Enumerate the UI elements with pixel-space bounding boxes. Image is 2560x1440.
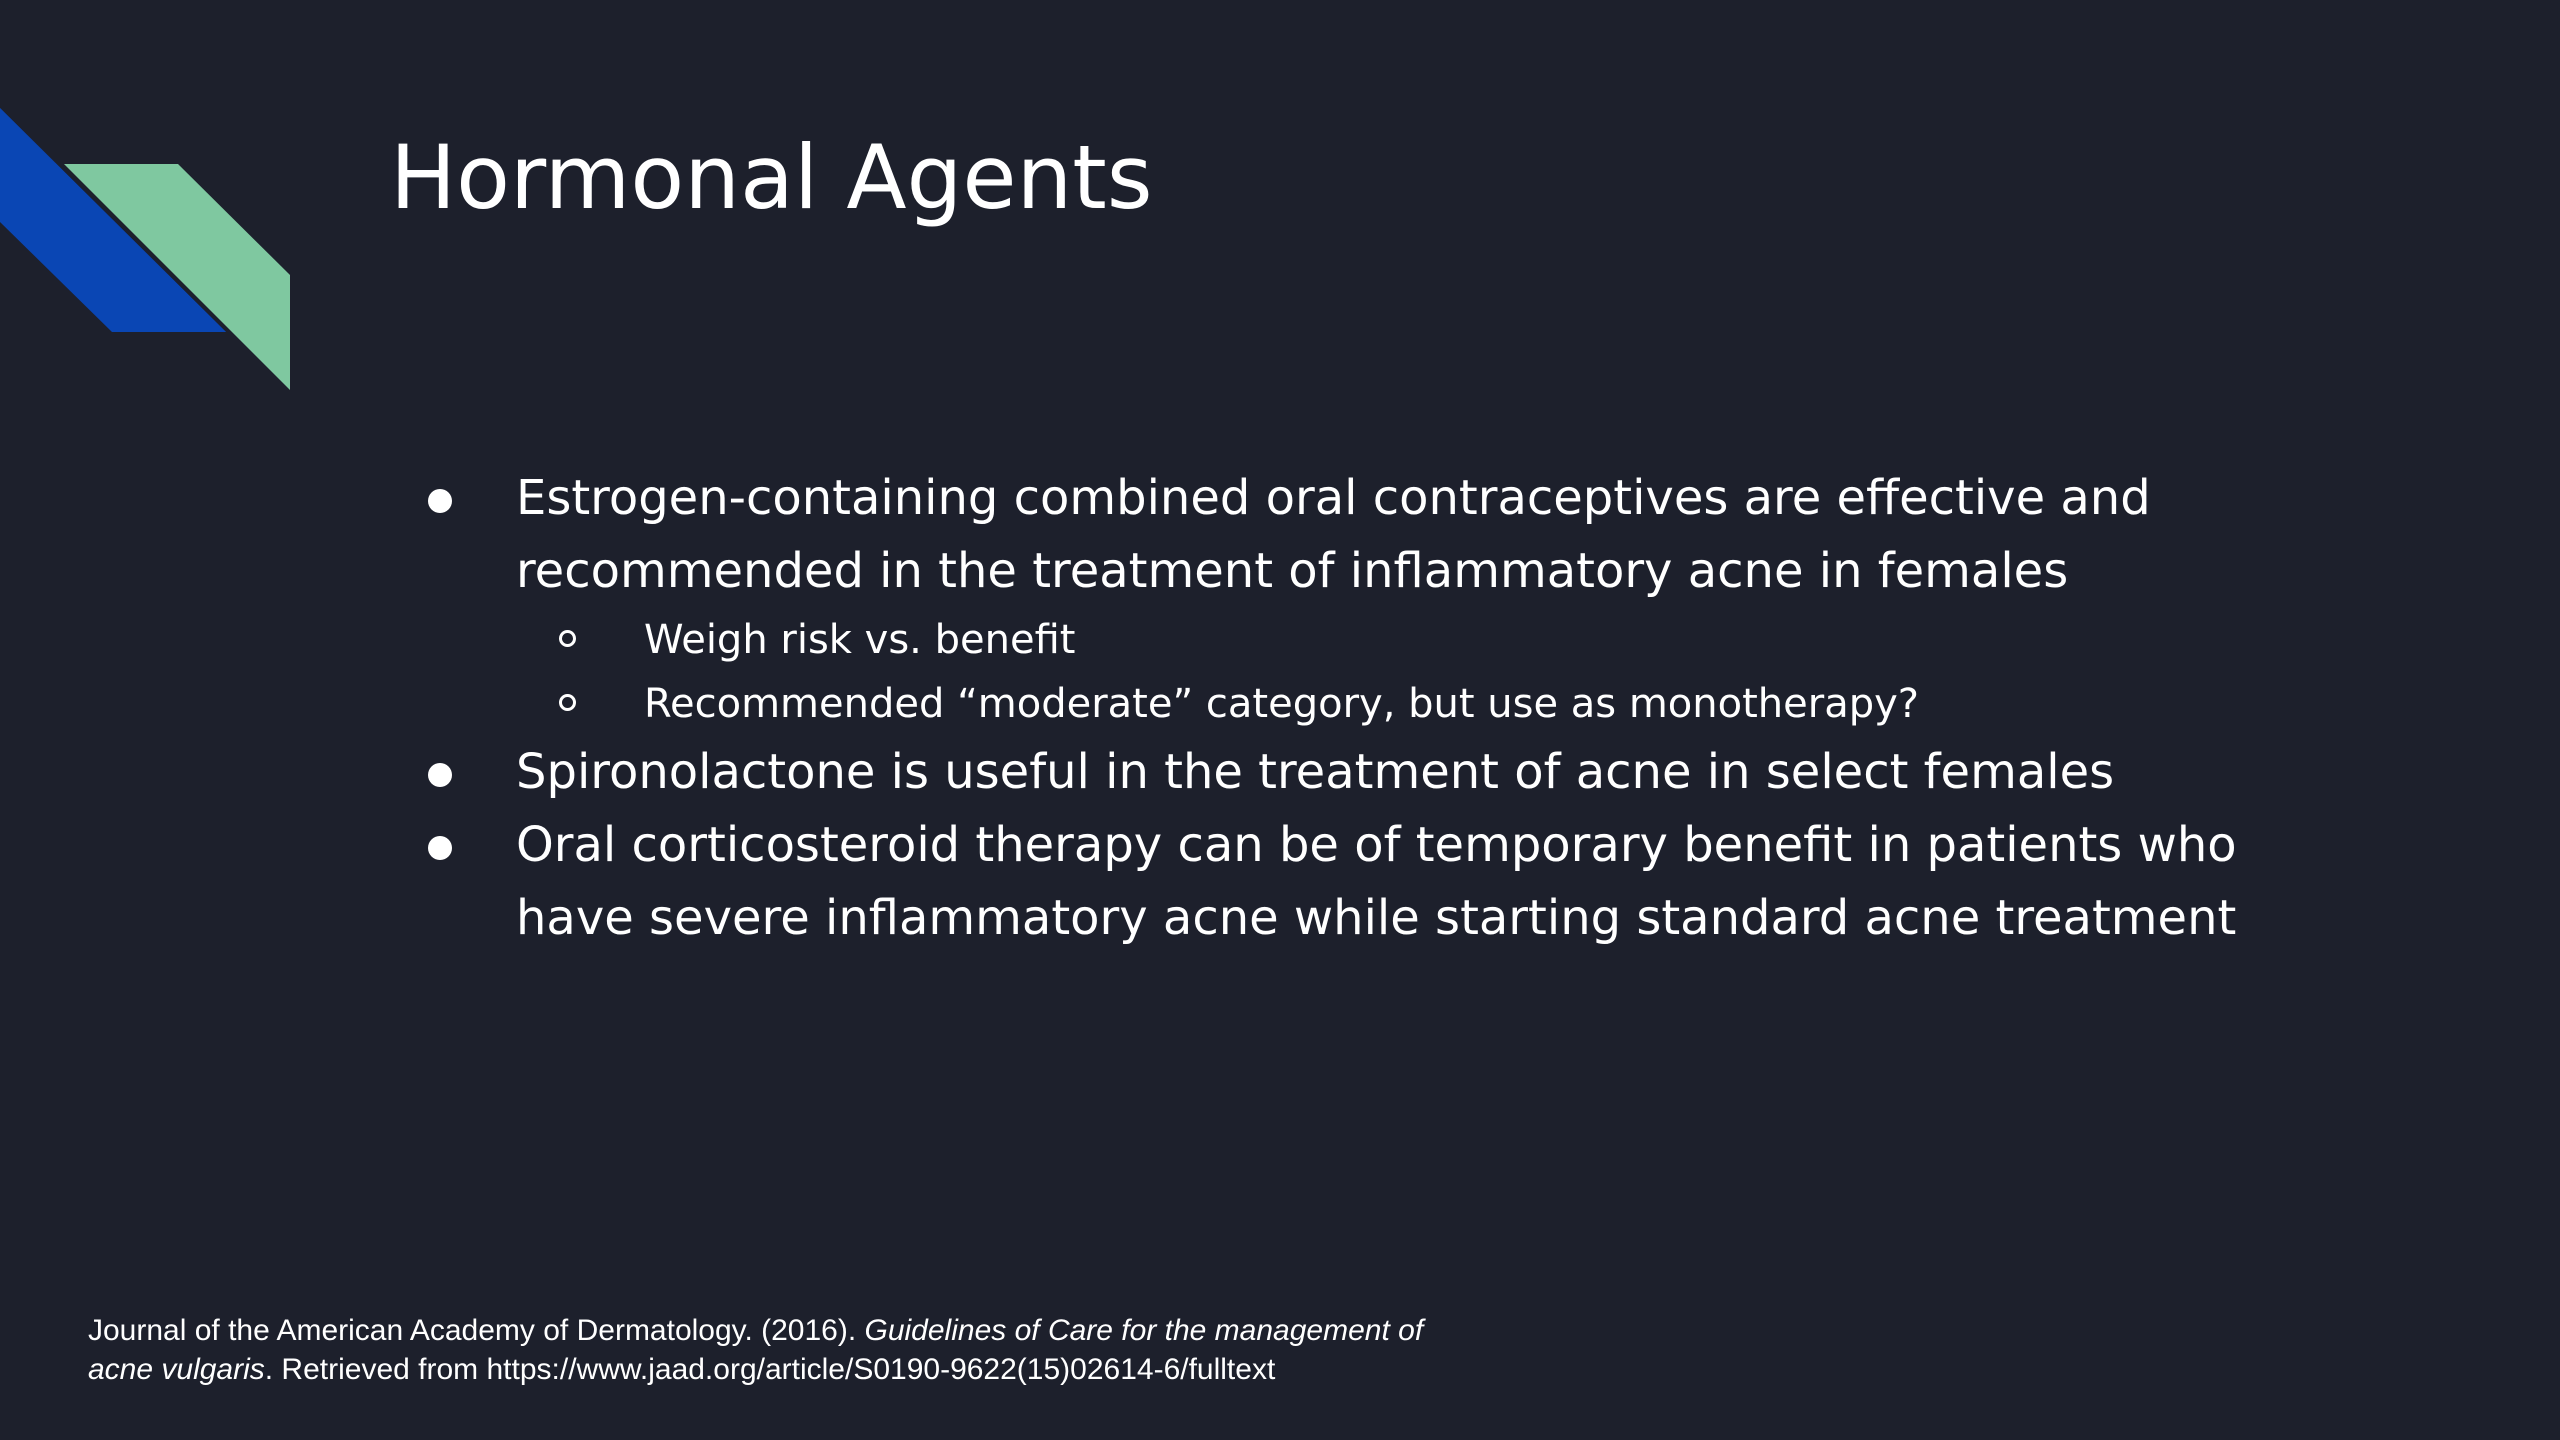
bullet-item	[420, 736, 2320, 809]
hollow-bullet-icon	[559, 630, 576, 647]
bullet-dot-icon	[428, 489, 452, 513]
citation	[88, 1311, 1688, 1389]
citation-retrieval: . Retrieved from https://www.jaad.org/article/S0190-9622(15)02614-6/fulltext	[264, 1353, 1276, 1386]
citation-title-part-2: acne vulgaris	[88, 1353, 265, 1386]
citation-line-1	[88, 1311, 1688, 1350]
bullet-text-line: Oral corticosteroid therapy can be of temporary benefit in patients who	[516, 817, 2237, 873]
bullet-dot-icon	[428, 836, 452, 860]
slide-title: Hormonal Agents	[390, 126, 1153, 229]
bullet-item	[420, 462, 2320, 608]
citation-title-part-1: Guidelines of Care for the management of	[864, 1314, 1424, 1347]
sub-bullet-text: Recommended “moderate” category, but use as monotherapy?	[644, 681, 1919, 727]
citation-line-2	[88, 1350, 1688, 1389]
hollow-bullet-icon	[559, 694, 576, 711]
sub-bullet-item	[420, 672, 2320, 736]
bullet-text-line: Spironolactone is useful in the treatment of acne in select females	[516, 744, 2115, 800]
bullet-dot-icon	[428, 763, 452, 787]
sub-bullet-text: Weigh risk vs. benefit	[644, 617, 1076, 663]
citation-source: Journal of the American Academy of Dermatology. (2016).	[88, 1314, 865, 1347]
bullet-text-line: have severe inflammatory acne while starting standard acne treatment	[516, 890, 2237, 946]
bullet-item	[420, 809, 2320, 955]
sub-bullet-item	[420, 608, 2320, 672]
bullet-text-line: recommended in the treatment of inflammatory acne in females	[516, 543, 2069, 599]
bullet-list	[420, 462, 2320, 955]
bullet-text-line: Estrogen-containing combined oral contraceptives are effective and	[516, 470, 2151, 526]
decorative-stripes	[0, 0, 300, 400]
